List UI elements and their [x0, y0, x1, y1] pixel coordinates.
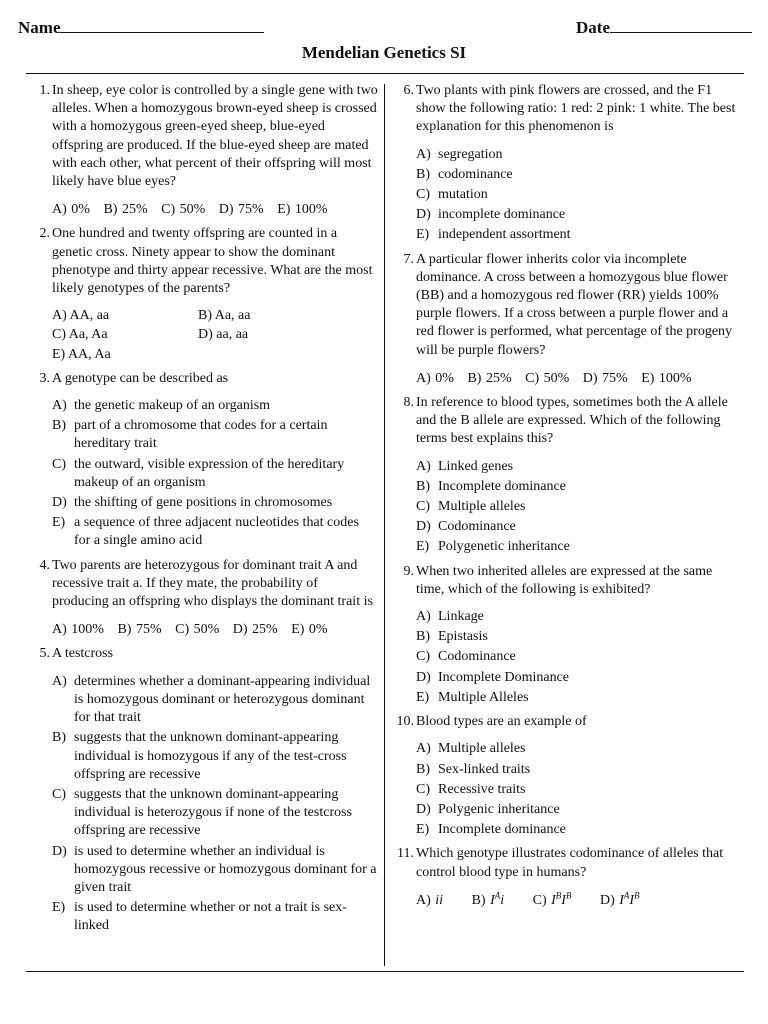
date-label: Date — [576, 18, 610, 37]
option-e[interactable]: E) 100% — [641, 370, 692, 386]
option-letter: E) — [416, 227, 430, 243]
option-letter: C) — [52, 456, 66, 472]
question-text: A particular flower inherits color via incomplete dominance. A cross between a homozygous blue flower (BB) and a homozygous red flower (RR) yields 100% purple flowers. If a cross between a purple flower and a red flower is performed, what percentage of the progeny will be purple flowers? — [416, 251, 733, 358]
question-5 — [30, 645, 378, 935]
option-text: segregation — [438, 146, 503, 162]
option-text: suggests that the unknown dominant-appearing individual is homozygous if any of the test-cross offspring are recessive — [74, 730, 347, 782]
option-letter: D) — [416, 669, 431, 685]
option-d[interactable] — [599, 890, 640, 908]
option-letter: A) — [416, 146, 431, 162]
answer-options — [416, 740, 744, 839]
option-letter: D) — [416, 801, 431, 817]
question-number: 10. — [396, 714, 414, 730]
option-letter: A) — [52, 398, 67, 414]
option-a[interactable]: A) 0% — [416, 370, 454, 386]
genotype-base: ii — [435, 892, 444, 908]
option-d[interactable]: D) 75% — [218, 202, 264, 218]
option-text: Linked genes — [438, 458, 514, 474]
genotype-base: I — [619, 892, 624, 908]
option-text: Codominance — [438, 649, 516, 665]
option-a[interactable] — [52, 673, 378, 728]
option-text: the shifting of gene positions in chromosomes — [74, 495, 333, 511]
genotype-superscript: A — [623, 890, 630, 901]
option-letter: E) — [416, 539, 430, 555]
option-letter: E) — [52, 900, 66, 916]
question-number: 8. — [403, 395, 414, 411]
answer-options — [52, 621, 378, 639]
option-text: determines whether a dominant-appearing individual is homozygous dominant or heterozygous dominant for that trait — [74, 673, 371, 726]
option-a[interactable] — [416, 458, 744, 476]
question-3 — [30, 370, 378, 551]
question-text: One hundred and twenty offspring are counted in a genetic cross. Ninety appear to show the dominant phenotype and thirty appear recessive. What are the most likely genotypes of the parents? — [52, 226, 373, 297]
option-e[interactable]: E) 100% — [277, 202, 328, 218]
option-letter: A) — [416, 458, 431, 474]
option-letter: A) — [416, 741, 431, 757]
name-field[interactable] — [18, 18, 264, 38]
option-c[interactable]: C) 50% — [161, 202, 206, 218]
genotype-base-2: i — [500, 892, 505, 908]
question-number: 9. — [403, 563, 414, 579]
option-b[interactable] — [416, 628, 744, 646]
option-letter: C) — [416, 781, 430, 797]
option-letter: E) — [416, 822, 430, 838]
option-e[interactable] — [52, 899, 378, 935]
question-text: A genotype can be described as — [52, 370, 229, 386]
option-text: incomplete dominance — [438, 207, 566, 223]
option-letter: D) — [599, 892, 615, 908]
genotype-base-2: I — [561, 892, 566, 908]
option-letter: B) — [52, 418, 66, 434]
option-text: Polygenic inheritance — [438, 801, 560, 817]
option-b[interactable]: B) Aa, aa — [198, 308, 251, 324]
question-text: In reference to blood types, sometimes both the A allele and the B allele are expressed. Which of the following terms best explains this? — [416, 395, 728, 447]
question-number: 1. — [39, 83, 50, 98]
option-b[interactable]: B) 25% — [467, 370, 512, 386]
option-a[interactable] — [416, 146, 744, 164]
option-letter: C) — [416, 649, 430, 665]
name-label: Name — [18, 18, 61, 37]
option-letter: C) — [532, 892, 547, 908]
option-text: Incomplete Dominance — [438, 669, 570, 685]
question-number: 4. — [39, 557, 50, 573]
option-d[interactable] — [416, 206, 744, 224]
option-text: Recessive traits — [438, 781, 526, 797]
top-rule — [26, 73, 744, 74]
option-letter: B) — [416, 478, 430, 494]
question-number: 3. — [39, 370, 50, 386]
question-number: 5. — [39, 646, 50, 662]
date-field[interactable] — [576, 18, 752, 38]
option-e[interactable] — [416, 689, 744, 707]
option-e[interactable]: E) AA, Aa — [52, 346, 111, 362]
question-number: 7. — [403, 251, 414, 267]
option-d[interactable]: D) 25% — [232, 622, 278, 638]
question-text: A testcross — [52, 646, 114, 662]
option-letter: B) — [416, 629, 430, 645]
option-text: Multiple alleles — [438, 741, 526, 757]
option-a[interactable]: A) AA, aa — [52, 308, 110, 324]
genotype-base: I — [551, 892, 556, 908]
option-a[interactable] — [52, 397, 378, 415]
answer-options — [416, 370, 744, 388]
option-b[interactable] — [52, 417, 378, 453]
date-blank-line[interactable] — [610, 18, 752, 33]
header-row — [18, 18, 752, 42]
question-10 — [394, 713, 744, 839]
answer-options — [416, 608, 744, 707]
option-c[interactable] — [416, 648, 744, 666]
option-text: Polygenetic inheritance — [438, 539, 570, 555]
option-e[interactable] — [416, 538, 744, 556]
genotype-base-2: I — [629, 892, 635, 908]
option-d[interactable] — [416, 518, 744, 536]
option-letter: B) — [471, 892, 486, 908]
option-c[interactable] — [52, 456, 378, 492]
option-text: Multiple alleles — [438, 499, 526, 515]
question-9 — [394, 563, 744, 707]
option-text: the outward, visible expression of the hereditary makeup of an organism — [74, 456, 345, 490]
option-c[interactable]: C) 50% — [175, 622, 220, 638]
option-d[interactable] — [52, 843, 378, 898]
page-title: Mendelian Genetics SI — [301, 43, 467, 62]
option-text: part of a chromosome that codes for a certain hereditary trait — [74, 418, 328, 452]
option-c[interactable] — [416, 781, 744, 799]
genotype-superscript-2: B — [565, 890, 572, 901]
option-d[interactable] — [52, 494, 378, 512]
option-text: suggests that the unknown dominant-appearing individual is heterozygous if none of the testcross offspring are recessive — [74, 786, 352, 839]
option-b[interactable] — [416, 166, 744, 184]
option-text: independent assortment — [438, 227, 571, 243]
question-text: When two inherited alleles are expressed at the same time, which of the following is exhibited? — [416, 563, 713, 597]
option-text: mutation — [438, 187, 488, 203]
question-number: 2. — [39, 226, 50, 242]
option-a[interactable] — [416, 893, 443, 908]
bottom-rule — [26, 971, 744, 972]
option-text: the genetic makeup of an organism — [74, 398, 271, 414]
option-b[interactable] — [416, 761, 744, 779]
question-number: 6. — [403, 83, 414, 98]
option-b[interactable]: B) 75% — [117, 622, 162, 638]
option-b[interactable] — [416, 478, 744, 496]
option-letter: A) — [416, 609, 431, 625]
option-a[interactable]: A) 100% — [52, 622, 104, 638]
genotype-base: I — [490, 892, 495, 908]
option-c[interactable] — [416, 186, 744, 204]
answer-options — [52, 673, 378, 936]
option-letter: C) — [52, 786, 66, 802]
right-column — [394, 82, 744, 916]
option-text: is used to determine whether an individual is homozygous recessive or homozygous dominant for a given trait — [74, 843, 377, 895]
answer-options — [416, 146, 744, 245]
option-letter: A) — [52, 673, 67, 689]
option-d[interactable] — [416, 669, 744, 687]
option-b[interactable]: B) 25% — [103, 202, 148, 218]
option-letter: D) — [416, 519, 431, 535]
option-e[interactable] — [52, 514, 378, 550]
name-blank-line[interactable] — [60, 18, 264, 33]
question-text: Which genotype illustrates codominance of alleles that control blood type in humans? — [416, 846, 724, 880]
question-4 — [30, 557, 378, 640]
option-a[interactable]: A) 0% — [52, 202, 90, 218]
option-d[interactable] — [416, 801, 744, 819]
option-letter: E) — [416, 689, 430, 705]
left-column — [30, 82, 378, 942]
option-letter: D) — [416, 207, 431, 223]
option-letter: E) — [52, 515, 66, 531]
question-text: In sheep, eye color is controlled by a single gene with two alleles. When a homozygous brown-eyed sheep is crossed with a homozygous green-eyed sheep, blue-eyed offspring are produced. If the blue-eyed sheep are mated with each other, what percent of their offspring will most likely have blue eyes? — [52, 83, 378, 190]
genotype-superscript: A — [494, 890, 501, 901]
option-e[interactable]: E) 0% — [291, 622, 328, 638]
option-letter: D) — [52, 495, 67, 511]
question-number: 11. — [397, 846, 414, 862]
answer-options — [416, 892, 744, 910]
question-8 — [394, 394, 744, 557]
answer-options — [52, 307, 378, 364]
option-text: Epistasis — [438, 629, 488, 645]
option-text: Multiple Alleles — [438, 689, 529, 705]
question-text: Blood types are an example of — [416, 714, 587, 730]
option-text: Sex-linked traits — [438, 761, 531, 777]
option-a[interactable] — [416, 740, 744, 758]
option-e[interactable] — [416, 821, 744, 839]
option-e[interactable] — [416, 226, 744, 244]
option-c[interactable] — [416, 498, 744, 516]
option-text: Incomplete dominance — [438, 478, 566, 494]
question-11 — [394, 845, 744, 910]
option-letter: C) — [416, 499, 430, 515]
option-text: Incomplete dominance — [438, 822, 566, 838]
option-letter: B) — [52, 730, 66, 746]
option-c[interactable] — [532, 890, 572, 908]
option-d[interactable]: D) aa, aa — [198, 327, 249, 343]
genotype-superscript: B — [555, 890, 562, 901]
option-letter: C) — [416, 187, 430, 203]
question-1 — [30, 82, 378, 219]
option-c[interactable]: C) 50% — [525, 370, 570, 386]
option-letter: B) — [416, 761, 430, 777]
option-text: Codominance — [438, 519, 516, 535]
option-c[interactable] — [52, 786, 378, 841]
answer-options — [52, 397, 378, 551]
column-divider — [384, 84, 385, 966]
option-b[interactable] — [471, 890, 505, 908]
option-b[interactable] — [52, 729, 378, 784]
option-letter: D) — [52, 843, 67, 859]
option-letter: A) — [416, 892, 431, 908]
option-a[interactable] — [416, 608, 744, 626]
question-7 — [394, 251, 744, 388]
question-text: Two parents are heterozygous for dominant trait A and recessive trait a. If they mate, the probability of producing an offspring who displays the dominant trait is — [52, 557, 373, 610]
question-2 — [30, 225, 378, 363]
option-text: a sequence of three adjacent nucleotides that codes for a single amino acid — [74, 515, 359, 549]
option-text: codominance — [438, 166, 513, 182]
answer-options — [52, 201, 378, 219]
answer-options — [416, 458, 744, 557]
option-letter: B) — [416, 166, 430, 182]
option-c[interactable]: C) Aa, Aa — [52, 327, 108, 343]
genotype-superscript-2: B — [634, 890, 640, 901]
option-text: is used to determine whether or not a trait is sex-linked — [74, 900, 347, 934]
option-d[interactable]: D) 75% — [582, 370, 628, 386]
option-text: Linkage — [438, 609, 484, 625]
question-text: Two plants with pink flowers are crossed, and the F1 show the following ratio: 1 red: 2 pink: 1 white. The best explanation for this phenomenon is — [416, 83, 736, 135]
question-6 — [394, 82, 744, 245]
